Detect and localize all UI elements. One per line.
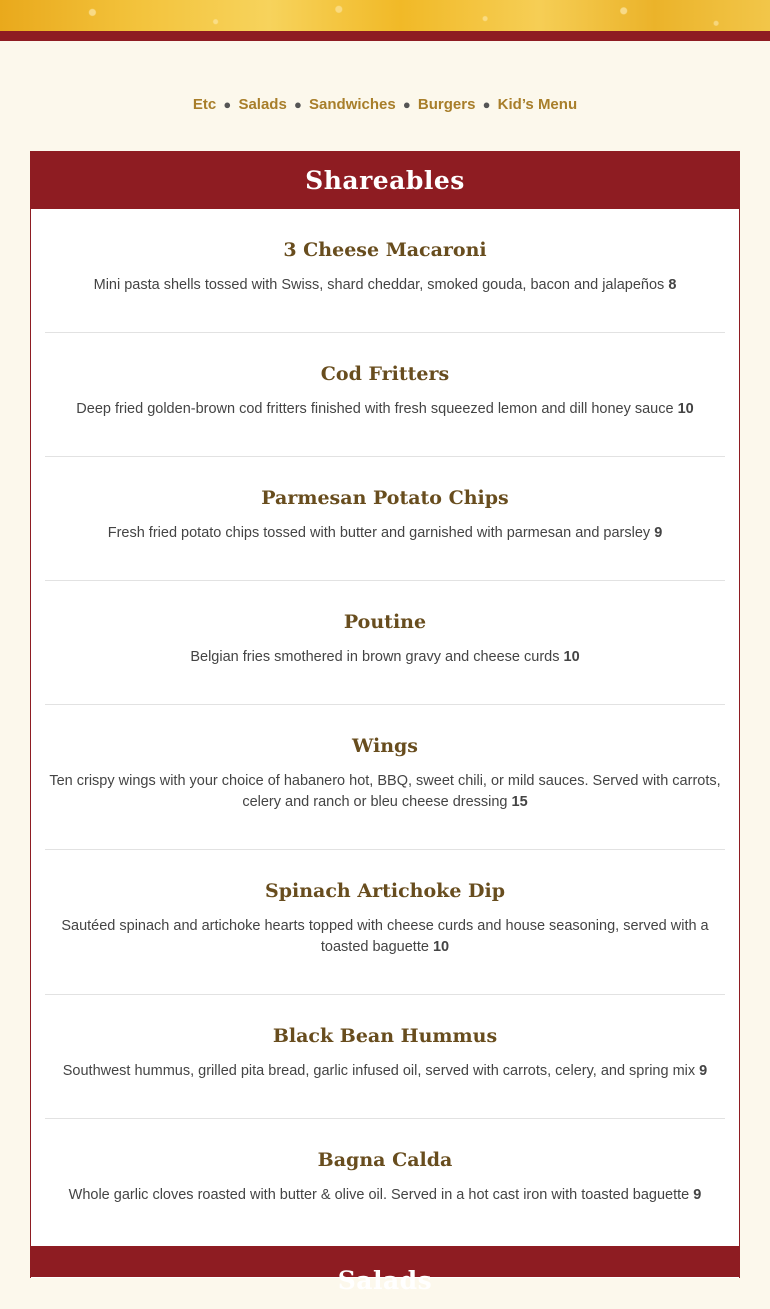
menu-item-name: 3 Cheese Macaroni [283, 239, 487, 261]
menu-item-description: Whole garlic cloves roasted with butter & olive oil. Served in a hot cast iron with toasted baguette 9 [68, 1187, 702, 1203]
nav-link-burgers[interactable]: Burgers [417, 96, 476, 113]
header-banner-image [0, 0, 770, 31]
nav-separator: ● [223, 97, 232, 112]
menu-item [45, 850, 725, 995]
menu-item-price: 15 [511, 794, 528, 810]
menu-item [45, 333, 725, 457]
menu-item-price: 10 [677, 401, 694, 417]
nav-separator: ● [293, 97, 302, 112]
menu-item-name: Parmesan Potato Chips [261, 487, 509, 509]
menu-item-name: Bagna Calda [317, 1149, 453, 1171]
menu-item-name: Black Bean Hummus [272, 1025, 498, 1047]
menu-item-description: Fresh fried potato chips tossed with butter and garnished with parmesan and parsley 9 [107, 525, 663, 541]
header-banner-bar [0, 31, 770, 41]
menu-item-name: Poutine [343, 611, 427, 633]
menu-item-price: 10 [563, 649, 580, 665]
menu-item-description: Sautéed spinach and artichoke hearts topped with cheese curds and house seasoning, served with a toasted baguette 10 [61, 918, 709, 955]
nav-link-etc[interactable]: Etc [192, 96, 217, 113]
menu-item-price: 10 [432, 939, 450, 955]
menu-item [45, 457, 725, 581]
menu-item-description: Belgian fries smothered in brown gravy and cheese curds 10 [190, 649, 580, 665]
nav-link-salads[interactable]: Salads [238, 96, 287, 113]
menu-item-description: Mini pasta shells tossed with Swiss, shard cheddar, smoked gouda, bacon and jalapeños 8 [93, 277, 677, 293]
nav-separator: ● [482, 97, 491, 112]
section-title: Shareables [31, 152, 739, 209]
nav-link-kids-menu[interactable]: Kid’s Menu [497, 96, 578, 113]
section-title: Salads [337, 1266, 433, 1295]
menu-item [45, 581, 725, 705]
menu-item-price: 8 [668, 277, 677, 293]
menu-item-name: Wings [351, 735, 419, 757]
menu-item-name: Cod Fritters [320, 363, 450, 385]
menu-item [45, 1119, 725, 1242]
menu-item [45, 209, 725, 333]
menu-item [45, 705, 725, 850]
menu-item-price: 9 [654, 525, 663, 541]
menu-item [45, 995, 725, 1119]
menu-category-nav [0, 96, 770, 113]
nav-link-sandwiches[interactable]: Sandwiches [309, 96, 396, 113]
menu-item-description: Deep fried golden-brown cod fritters finished with fresh squeezed lemon and dill honey sauce 10 [76, 401, 694, 417]
menu-item-description: Southwest hummus, grilled pita bread, garlic infused oil, served with carrots, celery, and spring mix 9 [62, 1063, 708, 1079]
menu-item-name: Spinach Artichoke Dip [265, 880, 505, 902]
menu-item-price: 9 [693, 1187, 702, 1203]
menu-section-shareables [30, 151, 740, 1278]
menu-item-description: Ten crispy wings with your choice of habanero hot, BBQ, sweet chili, or mild sauces. Served with carrots, celery and ranch or bleu cheese dressing 15 [49, 773, 721, 810]
menu-item-price: 9 [699, 1063, 708, 1079]
nav-separator: ● [402, 97, 411, 112]
menu-section-salads [30, 1246, 740, 1295]
menu-items-list [31, 209, 739, 1242]
